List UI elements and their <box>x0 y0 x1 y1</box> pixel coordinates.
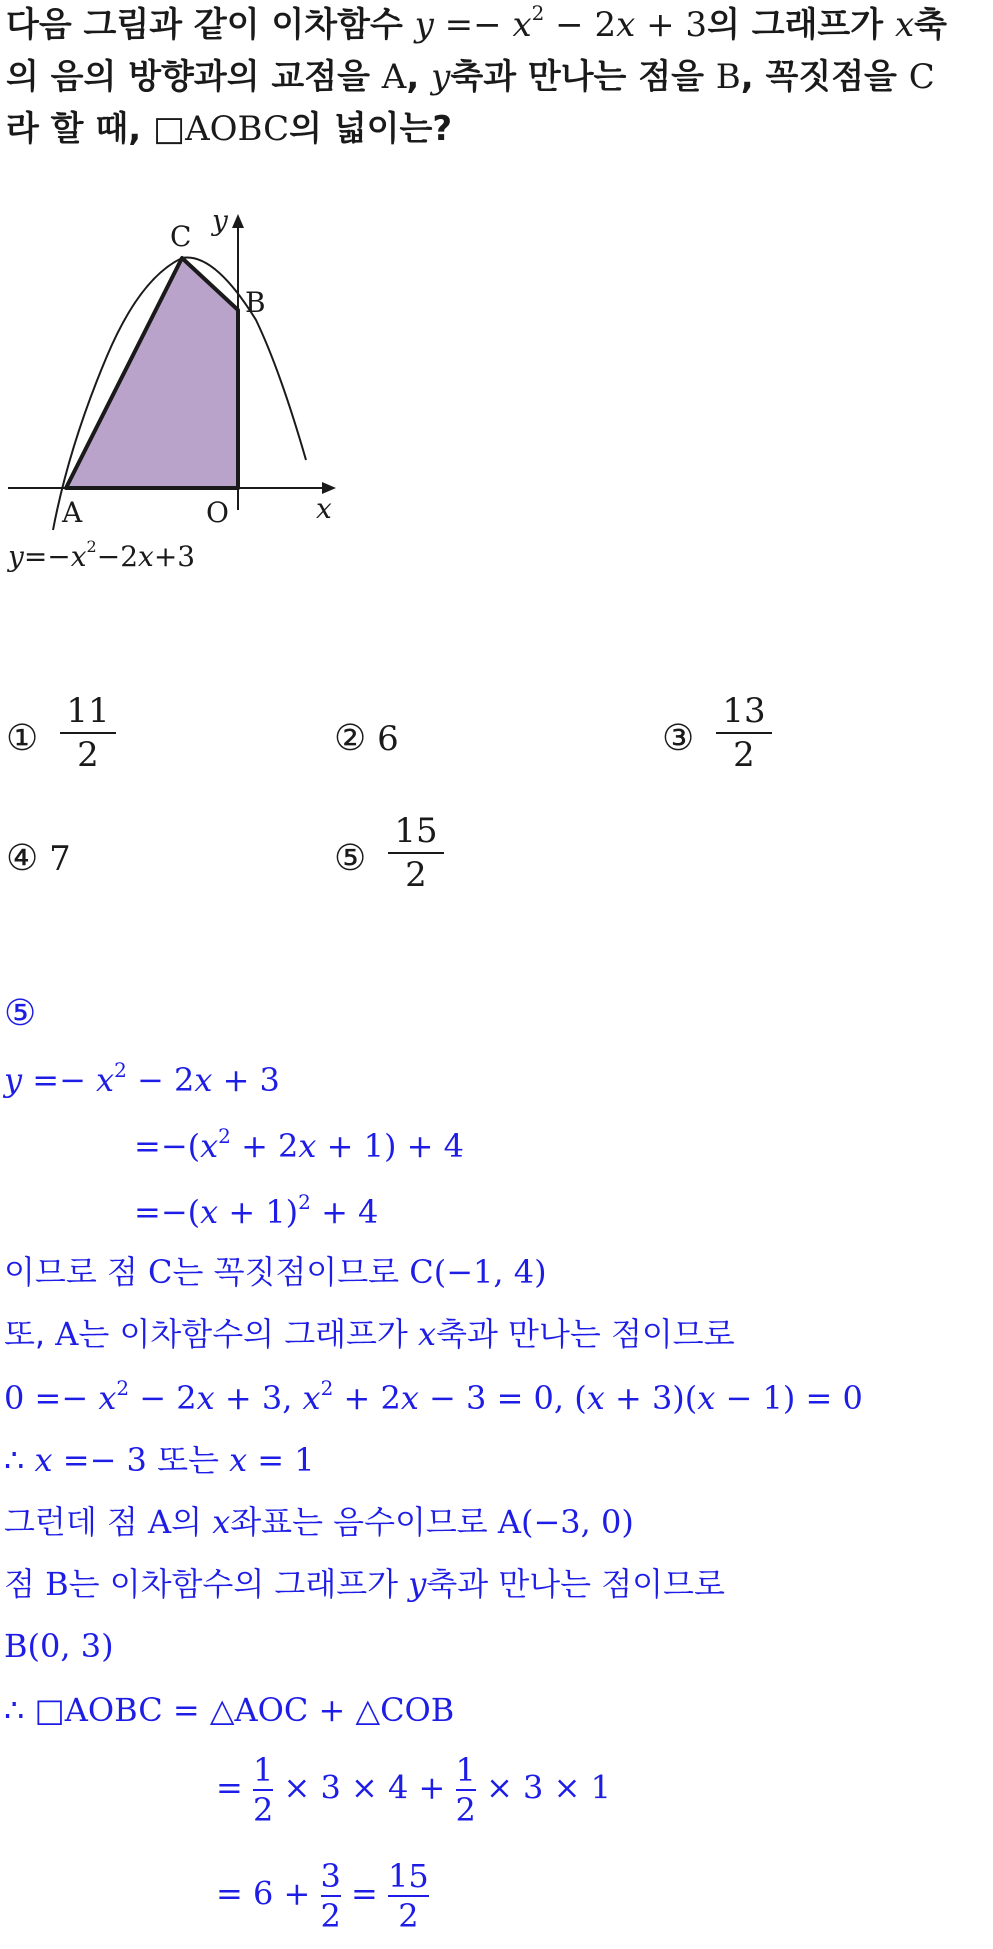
solution-line-6: $0 =- x^2 - 2x + 3$, $x^2 + 2x - 3 = 0$, (x + 3)(x − 1) = 0 <box>4 1376 863 1417</box>
solution-line-4: 이므로 점 C는 꼭짓점이므로 C(−1, 4) <box>4 1253 547 1291</box>
label-c: C <box>170 220 192 253</box>
choice-5-fraction: 15 2 <box>388 814 444 892</box>
fraction-half-1: $\frac{1}{2}$ <box>252 1751 274 1829</box>
solution-line-11: ∴ □AOBC = △AOC + △COB <box>4 1691 455 1729</box>
solution-line-9: 점 B는 이차함수의 그래프가 y축과 만나는 점이므로 <box>4 1565 725 1603</box>
solution-line-10: B(0, 3) <box>4 1627 114 1665</box>
fraction-three-halves: $\frac{3}{2}$ <box>320 1857 341 1935</box>
choice-5[interactable]: ⑤ <box>334 838 367 879</box>
label-a: A <box>62 496 83 529</box>
fraction-fifteen-halves: $\frac{15}{2}$ <box>388 1857 429 1935</box>
axis-label-x: x <box>316 492 332 525</box>
choice-2[interactable]: ② 6 <box>334 718 399 759</box>
label-b: B <box>245 286 266 319</box>
solution-line-5: 또, A는 이차함수의 그래프가 x축과 만나는 점이므로 <box>4 1315 735 1353</box>
solution-line-2: $=-(x^2 + 2x + 1) + 4$ <box>134 1124 464 1165</box>
solution-line-7: ∴ x =− 3 또는 x = 1 <box>4 1441 315 1479</box>
quadrilateral-aobc <box>66 258 238 488</box>
solution-answer: ⑤ <box>4 993 37 1034</box>
parabola-graph <box>0 200 360 580</box>
solution-line-1: $y =- x^2 - 2x + 3$ <box>4 1058 280 1099</box>
label-o: O <box>206 496 229 529</box>
solution-line-8: 그런데 점 A의 x좌표는 음수이므로 A(−3, 0) <box>4 1503 634 1541</box>
graph-equation: $y=-x^2-2x+3$ <box>8 537 196 573</box>
var-y: y <box>414 5 434 45</box>
y-axis-arrow <box>232 214 244 228</box>
axis-label-y: y <box>212 204 228 237</box>
var-x: x <box>512 5 532 45</box>
solution-line-12: = $\frac{1}{2}$ × 3 × 4 + $\frac{1}{2}$ × 3 × 1 <box>216 1751 611 1829</box>
fraction-half-2: $\frac{1}{2}$ <box>455 1751 476 1829</box>
choice-4[interactable]: ④ 7 <box>6 838 71 879</box>
choice-1[interactable]: ① <box>6 718 39 759</box>
choice-1-fraction: 11 2 <box>60 694 116 772</box>
solution-line-3: $=-(x + 1)^2 + 4$ <box>134 1190 379 1231</box>
choice-3[interactable]: ③ <box>662 718 695 759</box>
question-line-3: 라 할 때, □AOBC의 넓이는? <box>6 109 453 149</box>
solution-line-13: = 6 + $\frac{3}{2}$ = $\frac{15}{2}$ <box>216 1857 429 1935</box>
question-line-2: 의 음의 방향과의 교점을 A, y축과 만나는 점을 B, 꼭짓점을 C <box>6 57 935 97</box>
question-line-1: 다음 그림과 같이 이차함수 $y =- x^2 - 2x + 3$의 그래프가 x축 <box>6 1 948 45</box>
choice-3-fraction: 13 2 <box>716 694 772 772</box>
